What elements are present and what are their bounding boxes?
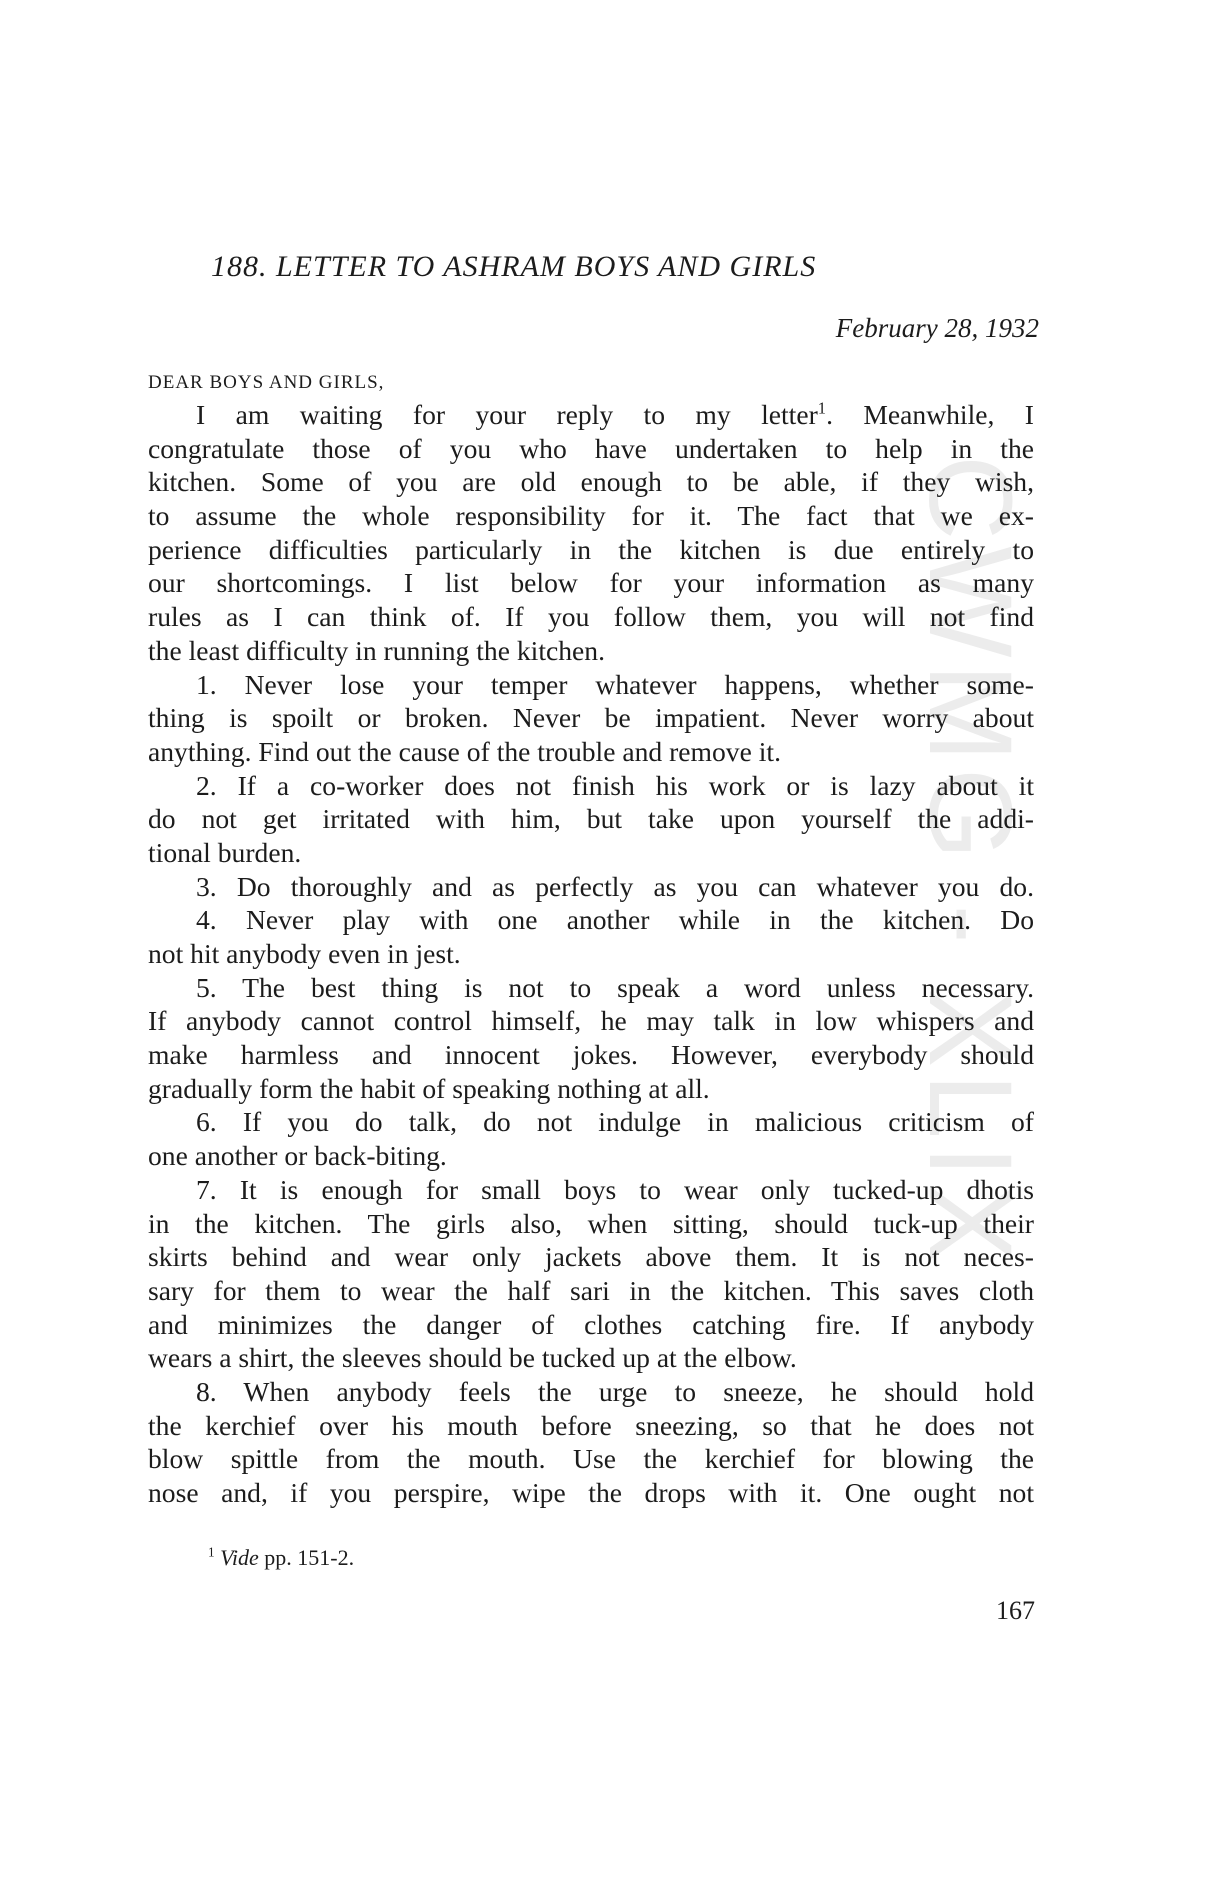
text-line	[148, 1139, 1034, 1173]
text-line	[148, 1476, 1034, 1510]
text-line-content: If anybody cannot control himself, he may talk in low whispers and	[148, 1005, 1034, 1037]
text-line	[148, 499, 1034, 533]
text-line-content: thing is spoilt or broken. Never be impatient. Never worry about	[148, 702, 1034, 734]
text-line-content: rules as I can think of. If you follow them, you will not find	[148, 601, 1034, 633]
text-line	[148, 903, 1034, 937]
text-line-content: one another or back-biting.	[148, 1140, 447, 1172]
text-line-content: in the kitchen. The girls also, when sitting, should tuck-up their	[148, 1207, 1034, 1239]
text-line-continuation: . Meanwhile, I	[826, 399, 1034, 430]
footnote-text: pp. 151-2.	[264, 1545, 355, 1570]
text-line	[148, 398, 1034, 432]
text-line-content: 8. When anybody feels the urge to sneeze, he should hold	[196, 1375, 1034, 1407]
text-line-content: congratulate those of you who have undertaken to help in the	[148, 432, 1034, 464]
text-line-content: perience difficulties particularly in the kitchen is due entirely to	[148, 533, 1034, 565]
footnote-reference: 1	[817, 398, 827, 418]
salutation: DEAR BOYS AND GIRLS,	[148, 372, 385, 393]
text-line	[148, 1072, 1034, 1106]
text-line	[148, 465, 1034, 499]
watermark: CWMG - XLIX	[904, 455, 1036, 1269]
text-line-content: skirts behind and wear only jackets above them. It is not neces-	[148, 1241, 1034, 1273]
footnote-number: 1	[208, 1544, 215, 1560]
text-line-content: our shortcomings. I list below for your information as many	[148, 567, 1034, 599]
footnote	[208, 1545, 354, 1571]
text-line	[148, 1004, 1034, 1038]
text-line-content: 2. If a co-worker does not finish his work or is lazy about it	[196, 769, 1034, 801]
letter-body	[148, 398, 1034, 1510]
text-line-content: do not get irritated with him, but take upon yourself the addi-	[148, 803, 1034, 835]
text-line	[148, 1038, 1034, 1072]
text-line	[148, 1409, 1034, 1443]
text-line-content: kitchen. Some of you are old enough to be able, if they wish,	[148, 466, 1034, 498]
letter-date: February 28, 1932	[835, 313, 1039, 343]
letter-title: 188. LETTER TO ASHRAM BOYS AND GIRLS	[211, 250, 817, 283]
text-line	[148, 634, 1034, 668]
text-line	[148, 971, 1034, 1005]
text-line	[148, 735, 1034, 769]
text-line	[148, 701, 1034, 735]
text-line	[148, 1341, 1034, 1375]
text-line-content: tional burden.	[148, 836, 302, 868]
text-line	[148, 802, 1034, 836]
text-line	[148, 1173, 1034, 1207]
text-line	[148, 668, 1034, 702]
text-line-content: wears a shirt, the sleeves should be tucked up at the elbow.	[148, 1342, 797, 1374]
text-line	[148, 1375, 1034, 1409]
text-line-content: 5. The best thing is not to speak a word unless necessary.	[196, 971, 1034, 1003]
text-line-content: nose and, if you perspire, wipe the drops with it. One ought not	[148, 1477, 1034, 1508]
text-line-content: make harmless and innocent jokes. However, everybody should	[148, 1039, 1034, 1071]
text-line	[148, 533, 1034, 567]
text-line	[148, 600, 1034, 634]
text-line-content: 4. Never play with one another while in the kitchen. Do	[196, 904, 1034, 936]
text-line	[148, 870, 1034, 904]
text-line	[148, 432, 1034, 466]
text-line-content: anything. Find out the cause of the trouble and remove it.	[148, 735, 781, 767]
text-line-content: 6. If you do talk, do not indulge in malicious criticism of	[196, 1106, 1034, 1138]
text-line	[148, 1442, 1034, 1476]
text-line-content: and minimizes the danger of clothes catching fire. If anybody	[148, 1308, 1034, 1340]
text-line-content: 3. Do thoroughly and as perfectly as you can whatever you do.	[196, 870, 1034, 902]
text-line	[148, 1240, 1034, 1274]
text-line-content: I am waiting for your reply to my letter	[196, 399, 818, 430]
text-line	[148, 566, 1034, 600]
text-line-content: gradually form the habit of speaking nothing at all.	[148, 1072, 710, 1104]
text-line-content: the kerchief over his mouth before sneezing, so that he does not	[148, 1409, 1034, 1441]
text-line-content: 7. It is enough for small boys to wear only tucked-up dhotis	[196, 1173, 1034, 1205]
text-line	[148, 1207, 1034, 1241]
text-line	[148, 937, 1034, 971]
page-number: 167	[996, 1596, 1035, 1625]
text-line-content: sary for them to wear the half sari in the kitchen. This saves cloth	[148, 1274, 1034, 1306]
text-line-content: blow spittle from the mouth. Use the kerchief for blowing the	[148, 1443, 1034, 1475]
text-line-content: the least difficulty in running the kitchen.	[148, 634, 605, 666]
text-line	[148, 769, 1034, 803]
footnote-vide: Vide	[220, 1545, 259, 1570]
text-line	[148, 1274, 1034, 1308]
text-line-content: to assume the whole responsibility for it. The fact that we ex-	[148, 500, 1034, 532]
text-line-content: 1. Never lose your temper whatever happens, whether some-	[196, 668, 1034, 700]
text-line-content: not hit anybody even in jest.	[148, 938, 461, 969]
text-line	[148, 836, 1034, 870]
text-line	[148, 1308, 1034, 1342]
text-line	[148, 1105, 1034, 1139]
